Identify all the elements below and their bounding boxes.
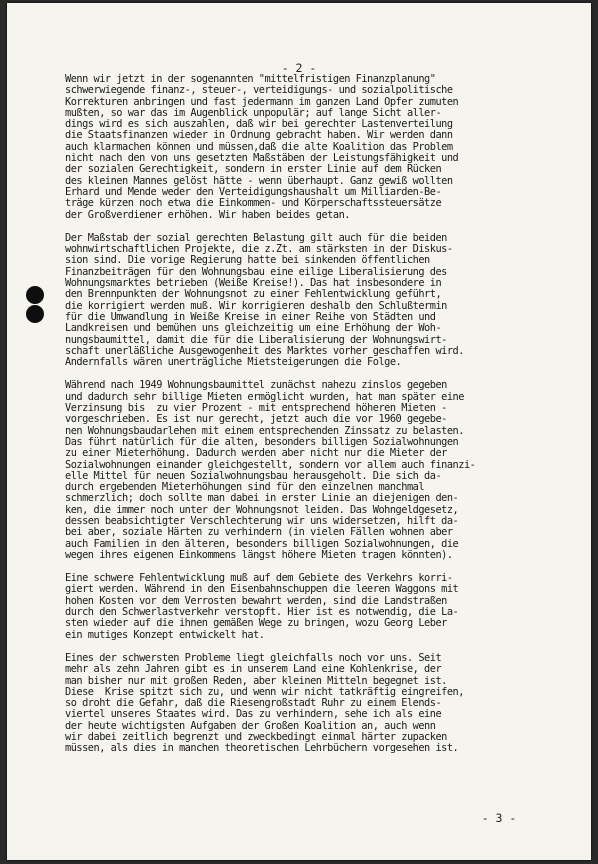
text-line: dings wird es sich auszahlen, daß wir bei gerechter Lastenverteilung <box>65 118 453 131</box>
text-line: Landkreisen und bemühen uns gleichzeitig um eine Erhöhung der Woh- <box>65 322 442 335</box>
text-line: nungsbaumittel, damit die für die Liberalisierung der Wohnungswirt- <box>65 333 447 346</box>
text-line: Sozialwohnungen einander gleichgestellt, sondern vor allem auch finanzi- <box>65 458 476 471</box>
text-line: wir dabei zeitlich begrenzt und zweckbedingt einmal härter zupacken <box>65 731 447 744</box>
text-line: der sozialen Gerechtigkeit, sondern in erster Linie auf dem Rücken <box>65 163 442 176</box>
text-line: Diese Krise spitzt sich zu, und wenn wir nicht tatkräftig eingreifen, <box>65 685 464 698</box>
text-line: Verzinsung bis zu vier Prozent - mit entsprechend höheren Mieten - <box>65 402 447 415</box>
text-line: schmerzlich; doch sollte man dabei in erster Linie an diejenigen den- <box>65 492 459 505</box>
text-line: der Großverdiener erhöhen. Wir haben beides getan. <box>65 208 350 221</box>
text-line: ein mutiges Konzept entwickelt hat. <box>65 628 265 641</box>
text-line: dessen beabsichtigter Verschlechterung wir uns widersetzen, hilft da- <box>65 514 459 527</box>
text-line: und dadurch sehr billige Mieten ermöglicht wurden, hat man später eine <box>65 390 464 403</box>
text-line: sten wieder auf die ihnen gemäßen Wege zu bringen, wozu Georg Leber <box>65 617 447 630</box>
document-body <box>65 74 589 767</box>
text-line: nen Wohnungsbaudarlehen mit einem entsprechenden Zinssatz zu belasten. <box>65 424 464 437</box>
text-line: die korrigiert werden muß. Wir korrigieren deshalb den Schlußtermin <box>65 299 447 312</box>
paragraph <box>65 74 589 221</box>
text-line: wegen ihres eigenen Einkommens längst höhere Mieten tragen könnten). <box>65 548 453 561</box>
paragraph <box>65 573 589 641</box>
document-page <box>7 3 591 860</box>
text-line: die Staatsfinanzen wieder in Ordnung gebracht haben. Wir werden dann <box>65 129 453 142</box>
next-page-marker: - 3 - <box>481 811 517 825</box>
text-line: auch Familien in den älteren, besonders billigen Sozialwohnungen, die <box>65 537 459 550</box>
text-line: für die Umwandlung in Weiße Kreise in einer Reihe von Städten und <box>65 310 436 323</box>
text-line: den Brennpunkten der Wohnungsnot zu einer Fehlentwicklung geführt, <box>65 288 442 301</box>
text-line: des kleinen Mannes gelöst hätte - wenn überhaupt. Ganz gewiß wollten <box>65 174 453 187</box>
text-line: der heute wichtigsten Aufgaben der Großen Koalition an, auch wenn <box>65 719 436 732</box>
text-line: Erhard und Mende weder den Verteidigungshaushalt um Milliarden-Be- <box>65 185 442 198</box>
text-line: auch klarmachen können und müssen,daß die alte Koalition das Problem <box>65 140 453 153</box>
text-line: bei aber, soziale Härten zu verhindern (in vielen Fällen wohnen aber <box>65 526 453 539</box>
text-line: giert werden. Während in den Eisenbahnschuppen die leeren Waggons mit <box>65 583 459 596</box>
text-line: schwerwiegende finanz-, steuer-, verteidigungs- und sozialpolitische <box>65 84 453 97</box>
text-line: viertel unseres Staates wird. Das zu verhindern, sehe ich als eine <box>65 708 442 721</box>
text-line: Wohnungsmarktes betrieben (Weiße Kreise!). Das hat insbesondere in <box>65 277 442 290</box>
text-line: durch ergebenden Mieterhöhungen sind für den einzelnen manchmal <box>65 481 425 494</box>
text-line: mußten, so war das im Augenblick unpopulär; auf lange Sicht aller- <box>65 106 442 119</box>
text-line: man bisher nur mit großen Reden, aber kleinen Mitteln begegnet ist. <box>65 674 447 687</box>
text-line: Eines der schwersten Probleme liegt gleichfalls noch vor uns. Seit <box>65 651 442 664</box>
text-line: nicht nach den von uns gesetzten Maßstäben der Leistungsfähigkeit und <box>65 152 459 165</box>
text-line: Korrekturen anbringen und fast jedermann im ganzen Land Opfer zumuten <box>65 95 459 108</box>
text-line: schaft unerläßliche Ausgewogenheit des Marktes vorher geschaffen wird. <box>65 344 464 357</box>
text-line: elle Mittel für neuen Sozialwohnungsbau herausgeholt. Die sich da- <box>65 469 442 482</box>
text-line: mehr als zehn Jahren gibt es in unserem Land eine Kohlenkrise, der <box>65 663 442 676</box>
text-line: zu einer Mieterhöhung. Dadurch werden aber nicht nur die Mieter der <box>65 447 447 460</box>
text-line: so droht die Gefahr, daß die Riesengroßstadt Ruhr zu einem Elends- <box>65 697 442 710</box>
text-line: Während nach 1949 Wohnungsbaumittel zunächst nahezu zinslos gegeben <box>65 379 447 392</box>
page-number: - 2 - <box>281 61 317 75</box>
text-line: hohen Kosten vor dem Verrosten bewahrt werden, sind die Landstraßen <box>65 594 447 607</box>
text-line: durch den Schwerlastverkehr verstopft. Hier ist es notwendig, die La- <box>65 606 459 619</box>
text-line: wohnwirtschaftlichen Projekte, die z.Zt. am stärksten in der Diskus- <box>65 243 453 256</box>
text-line: vorgeschrieben. Es ist nur gerecht, jetzt auch die vor 1960 gegebe- <box>65 413 447 426</box>
text-line: Finanzbeiträgen für den Wohnungsbau eine eilige Liberalisierung des <box>65 265 447 278</box>
paragraph <box>65 233 589 369</box>
paragraph <box>65 380 589 561</box>
text-line: müssen, als dies in manchen theoretischen Lehrbüchern vorgesehen ist. <box>65 742 459 755</box>
punch-hole-bottom <box>26 305 44 323</box>
text-line: Der Maßstab der sozial gerechten Belastung gilt auch für die beiden <box>65 231 447 244</box>
text-line: Eine schwere Fehlentwicklung muß auf dem Gebiete des Verkehrs korri- <box>65 572 453 585</box>
text-line: Wenn wir jetzt in der sogenannten "mittelfristigen Finanzplanung" <box>65 73 436 85</box>
paragraph <box>65 653 589 755</box>
punch-hole-top <box>26 286 44 304</box>
text-line: sion sind. Die vorige Regierung hatte bei sinkenden öffentlichen <box>65 254 430 267</box>
text-line: Andernfalls wären unerträgliche Mietsteigerungen die Folge. <box>65 356 402 369</box>
text-line: ken, die immer noch unter der Wohnungsnot leiden. Das Wohngeldgesetz, <box>65 503 459 516</box>
text-line: träge kürzen noch etwa die Einkommen- und Körperschaftssteuersätze <box>65 197 442 210</box>
text-line: Das führt natürlich für die alten, besonders billigen Sozialwohnungen <box>65 435 459 448</box>
